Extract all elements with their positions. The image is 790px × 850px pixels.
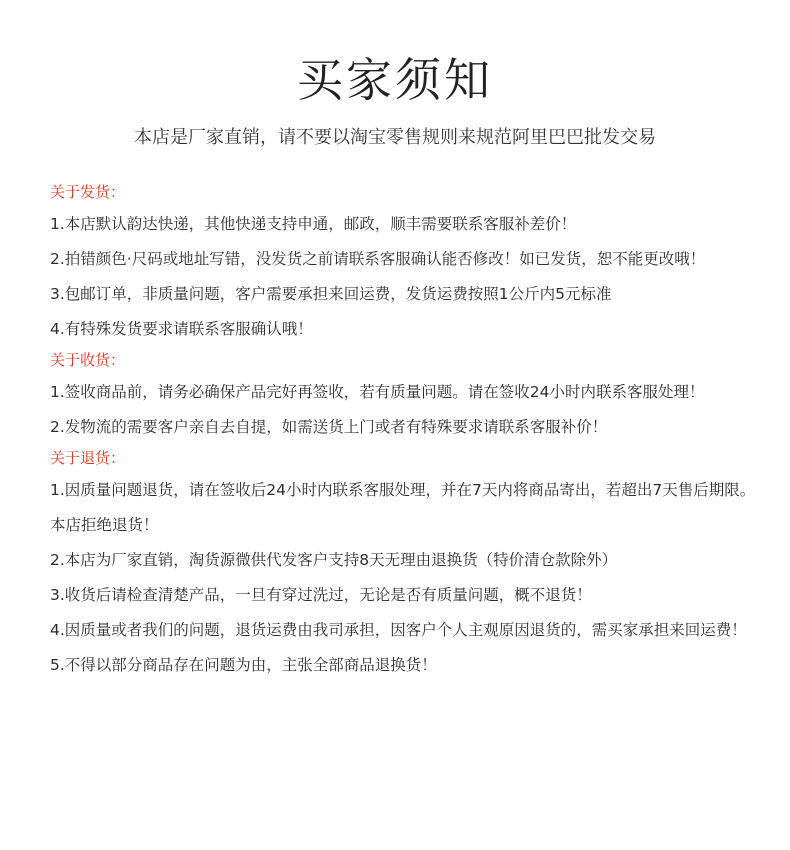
page-title: 买家须知	[297, 53, 493, 107]
list-item: 4.因质量或者我们的问题，退货运费由我司承担，因客户个人主观原因退货的，需买家承担来回运费！	[50, 621, 747, 639]
list-item: 2.本店为厂家直销，淘货源微供代发客户支持8天无理由退换货（特价清仓款除外）	[50, 551, 618, 569]
notice-body	[50, 179, 760, 683]
list-item: 2.拍错颜色·尺码或地址写错，没发货之前请联系客服确认能否修改！如已发货，恕不能更改哦！	[50, 250, 706, 268]
list-item: 1.签收商品前，请务必确保产品完好再签收，若有质量问题。请在签收24小时内联系客服处理！	[50, 383, 705, 401]
list-item: 1.因质量问题退货，请在签收后24小时内联系客服处理，并在7天内将商品寄出，若超出7天售后期限。本店拒绝退货！	[50, 481, 756, 534]
list-item: 4.有特殊发货要求请联系客服确认哦！	[50, 320, 313, 338]
list-item: 2.发物流的需要客户亲自去自提，如需送货上门或者有特殊要求请联系客服补价！	[50, 418, 608, 436]
section-heading-returns: 关于退货：	[50, 449, 126, 467]
section-heading-receiving: 关于收货：	[50, 351, 126, 369]
section-heading-shipping: 关于发货：	[50, 183, 126, 201]
list-item: 1.本店默认韵达快递，其他快递支持申通，邮政，顺丰需要联系客服补差价！	[50, 215, 577, 233]
list-item: 3.收货后请检查清楚产品，一旦有穿过洗过，无论是否有质量问题，概不退货！	[50, 586, 592, 604]
page-subtitle: 本店是厂家直销，请不要以淘宝零售规则来规范阿里巴巴批发交易	[134, 127, 656, 148]
list-item: 3.包邮订单，非质量问题，客户需要承担来回运费，发货运费按照1公斤内5元标准	[50, 285, 612, 303]
list-item: 5.不得以部分商品存在问题为由，主张全部商品退换货！	[50, 656, 437, 674]
